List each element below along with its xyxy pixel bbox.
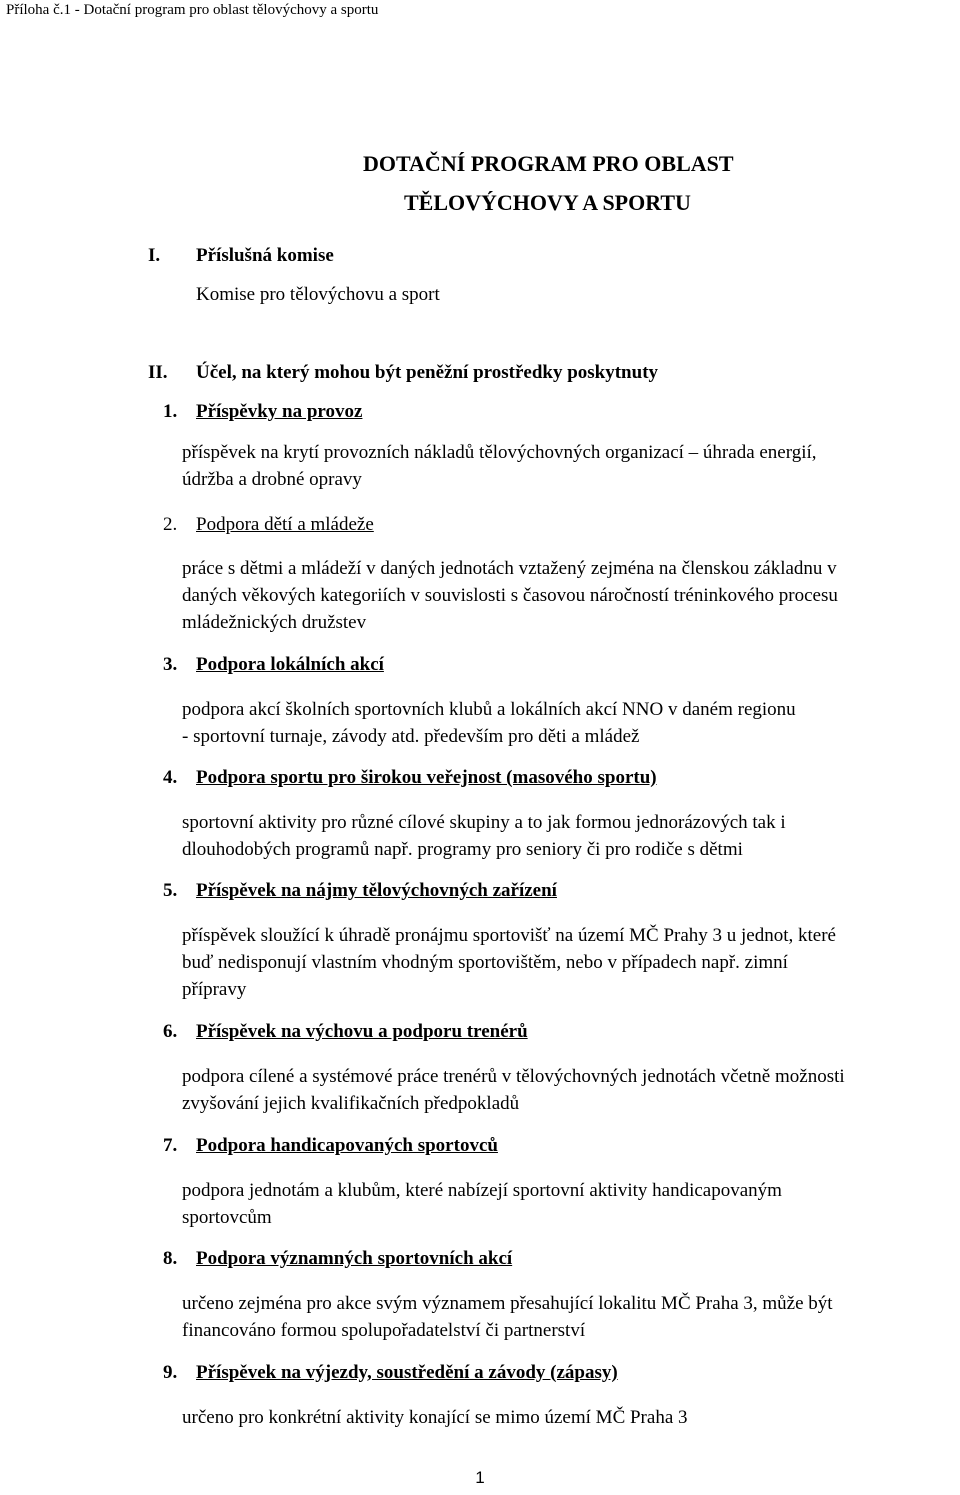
item-8-line-2: financováno formou spolupořadatelství či partnerství	[182, 1320, 586, 1341]
item-7-line-1: podpora jednotám a klubům, které nabízejí sportovní aktivity handicapovaným	[182, 1180, 782, 1201]
item-4-heading: Podpora sportu pro širokou veřejnost (masového sportu)	[196, 767, 657, 788]
item-9-description	[182, 1404, 957, 1431]
item-6-heading: Příspěvek na výchovu a podporu trenérů	[196, 1021, 528, 1042]
item-7-description	[182, 1177, 957, 1231]
section-2-number: II.	[148, 362, 168, 383]
item-9-heading: Příspěvek na výjezdy, soustředění a závody (zápasy)	[196, 1362, 618, 1383]
item-5-line-3: přípravy	[182, 979, 247, 1000]
item-3-number: 3.	[163, 654, 178, 675]
section-1-text: Komise pro tělovýchovu a sport	[196, 284, 440, 305]
item-2-line-3: mládežnických družstev	[182, 612, 367, 633]
item-6-description	[182, 1063, 957, 1117]
item-2-heading: Podpora dětí a mládeže	[196, 514, 374, 535]
item-1-line-1: příspěvek na krytí provozních nákladů tělovýchovných organizací – úhrada energií,	[182, 442, 817, 463]
section-2-heading: Účel, na který mohou být peněžní prostředky poskytnuty	[196, 362, 659, 383]
item-1-number: 1.	[163, 401, 178, 422]
item-8-number: 8.	[163, 1248, 178, 1269]
item-1-description	[182, 439, 957, 493]
page-header: Příloha č.1 - Dotační program pro oblast tělovýchovy a sportu	[6, 2, 379, 18]
item-7-number: 7.	[163, 1135, 178, 1156]
section-1-heading: Příslušná komise	[196, 245, 334, 266]
item-3-description	[182, 696, 957, 750]
item-3-line-1: podpora akcí školních sportovních klubů a lokálních akcí NNO v daném regionu	[182, 699, 796, 720]
item-7-line-2: sportovcům	[182, 1207, 272, 1228]
item-4-line-2: dlouhodobých programů např. programy pro seniory či pro rodiče s dětmi	[182, 839, 743, 860]
item-4-description	[182, 809, 957, 863]
item-1-heading: Příspěvky na provoz	[196, 401, 363, 422]
item-5-number: 5.	[163, 880, 178, 901]
item-7-heading: Podpora handicapovaných sportovců	[196, 1135, 498, 1156]
item-6-line-1: podpora cílené a systémové práce trenérů v tělovýchovných jednotách včetně možnosti	[182, 1066, 845, 1087]
item-3-heading: Podpora lokálních akcí	[196, 654, 384, 675]
item-3-line-2: - sportovní turnaje, závody atd. především pro děti a mládež	[182, 726, 640, 747]
item-6-line-2: zvyšování jejich kvalifikačních předpokladů	[182, 1093, 520, 1114]
item-4-number: 4.	[163, 767, 178, 788]
item-5-line-2: buď nedisponují vlastním vhodným sportovištěm, nebo v případech např. zimní	[182, 952, 788, 973]
item-8-heading: Podpora významných sportovních akcí	[196, 1248, 513, 1269]
section-1-number: I.	[148, 245, 161, 266]
item-1-line-2: údržba a drobné opravy	[182, 469, 362, 490]
page-number: 1	[475, 1468, 485, 1487]
item-5-line-1: příspěvek sloužící k úhradě pronájmu sportovišť na území MČ Prahy 3 u jednot, které	[182, 925, 836, 946]
item-4-line-1: sportovní aktivity pro různé cílové skupiny a to jak formou jednorázových tak i	[182, 812, 786, 833]
item-9-line-1: určeno pro konkrétní aktivity konající se mimo území MČ Praha 3	[182, 1407, 688, 1428]
item-2-line-2: daných věkových kategoriích v souvislosti s časovou náročností tréninkového procesu	[182, 585, 838, 606]
item-2-description	[182, 555, 957, 636]
item-5-heading: Příspěvek na nájmy tělovýchovných zařízení	[196, 880, 557, 901]
item-5-description	[182, 922, 957, 1003]
document-title-line-1: DOTAČNÍ PROGRAM PRO OBLAST	[363, 151, 734, 176]
item-8-description	[182, 1290, 957, 1344]
item-9-number: 9.	[163, 1362, 178, 1383]
item-8-line-1: určeno zejména pro akce svým významem přesahující lokalitu MČ Praha 3, může být	[182, 1293, 833, 1314]
item-2-line-1: práce s dětmi a mládeží v daných jednotách vztažený zejména na členskou základnu v	[182, 558, 837, 579]
document-title-line-2: TĚLOVÝCHOVY A SPORTU	[404, 190, 691, 215]
item-2-number: 2.	[163, 514, 178, 535]
item-6-number: 6.	[163, 1021, 178, 1042]
